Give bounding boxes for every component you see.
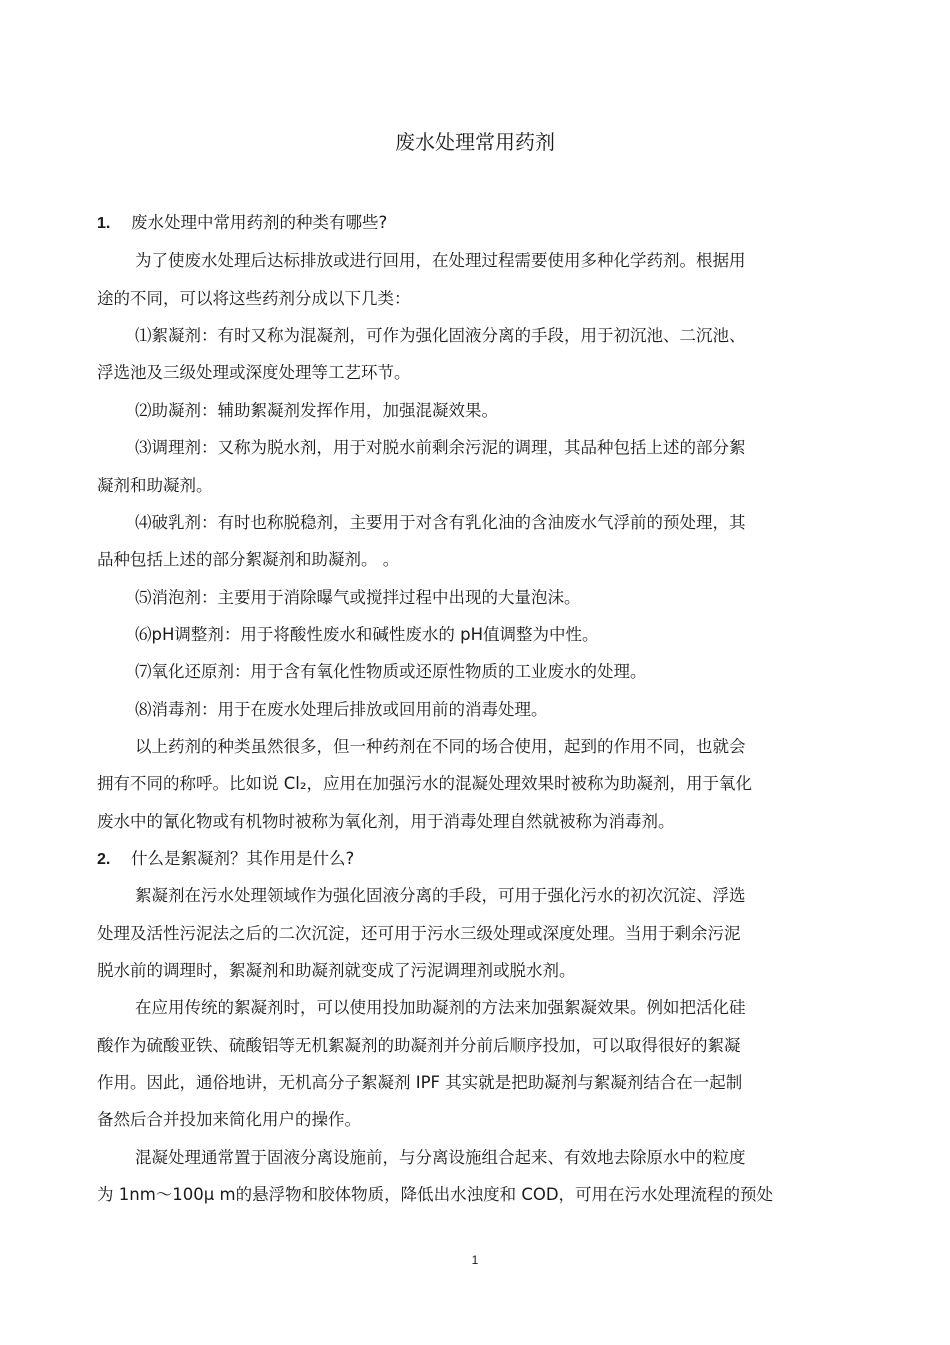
list-item: ⑴絮凝剂：有时又称为混凝剂，可作为强化固液分离的手段，用于初沉池、二沉池、 — [135, 326, 746, 345]
list-item: ⑶调理剂：又称为脱水剂，用于对脱水前剩余污泥的调理，其品种包括上述的部分絮 — [135, 438, 746, 457]
paragraph-line: 以上药剂的种类虽然很多，但一种药剂在不同的场合使用，起到的作用不同，也就会 — [135, 737, 746, 756]
question-heading: 废水处理中常用药剂的种类有哪些? — [131, 213, 388, 232]
paragraph-line: 混凝处理通常置于固液分离设施前，与分离设施组合起来、有效地去除原水中的粒度 — [135, 1148, 746, 1167]
list-item: ⑹pH调整剂：用于将酸性废水和碱性废水的 pH值调整为中性。 — [135, 625, 599, 644]
list-item: ⑻消毒剂：用于在废水处理后排放或回用前的消毒处理。 — [135, 700, 548, 719]
paragraph-line: 在应用传统的絮凝剂时，可以使用投加助凝剂的方法来加强絮凝效果。例如把活化硅 — [135, 998, 746, 1017]
question-heading: 什么是絮凝剂？其作用是什么? — [131, 849, 355, 868]
paragraph-line: 为了使废水处理后达标排放或进行回用，在处理过程需要使用多种化学药剂。根据用 — [135, 251, 746, 270]
paragraph-line: 为 1nm～100μ m的悬浮物和胶体物质，降低出水浊度和 COD，可用在污水处理流程的预处 — [97, 1185, 774, 1204]
paragraph-line: 浮选池及三级处理或深度处理等工艺环节。 — [97, 363, 411, 382]
paragraph-line: 脱水前的调理时，絮凝剂和助凝剂就变成了污泥调理剂或脱水剂。 — [97, 961, 576, 980]
paragraph-line: 备然后合并投加来简化用户的操作。 — [97, 1110, 361, 1129]
paragraph-line: 凝剂和助凝剂。 — [97, 476, 213, 495]
paragraph-line: 废水中的氰化物或有机物时被称为氧化剂，用于消毒处理自然就被称为消毒剂。 — [97, 812, 675, 831]
paragraph-line: 品种包括上述的部分絮凝剂和助凝剂。 。 — [97, 550, 400, 569]
list-item: ⑺氧化还原剂：用于含有氧化性物质或还原性物质的工业废水的处理。 — [135, 662, 647, 681]
paragraph-line: 拥有不同的称呼。比如说 Cl₂，应用在加强污水的混凝处理效果时被称为助凝剂，用于氧化 — [97, 774, 752, 793]
paragraph-line: 酸作为硫酸亚铁、硫酸铝等无机絮凝剂的助凝剂并分前后顺序投加，可以取得很好的絮凝 — [97, 1036, 741, 1055]
list-item: ⑷破乳剂：有时也称脱稳剂，主要用于对含有乳化油的含油废水气浮前的预处理，其 — [135, 513, 746, 532]
list-item: ⑸消泡剂：主要用于消除曝气或搅拌过程中出现的大量泡沫。 — [135, 588, 581, 607]
paragraph-line: 絮凝剂在污水处理领域作为强化固液分离的手段，可用于强化污水的初次沉淀、浮选 — [135, 886, 746, 905]
question-number: 1. — [97, 215, 111, 232]
paragraph-line: 途的不同，可以将这些药剂分成以下几类： — [97, 289, 411, 308]
question-number: 2. — [97, 851, 111, 868]
list-item: ⑵助凝剂：辅助絮凝剂发挥作用，加强混凝效果。 — [135, 401, 498, 420]
paragraph-line: 处理及活性污泥法之后的二次沉淀，还可用于污水三级处理或深度处理。当用于剩余污泥 — [97, 924, 741, 943]
page-title: 废水处理常用药剂 — [395, 130, 555, 154]
page-number: 1 — [471, 1253, 479, 1267]
paragraph-line: 作用。因此，通俗地讲，无机高分子絮凝剂 IPF 其实就是把助凝剂与絮凝剂结合在一起制 — [97, 1073, 743, 1092]
